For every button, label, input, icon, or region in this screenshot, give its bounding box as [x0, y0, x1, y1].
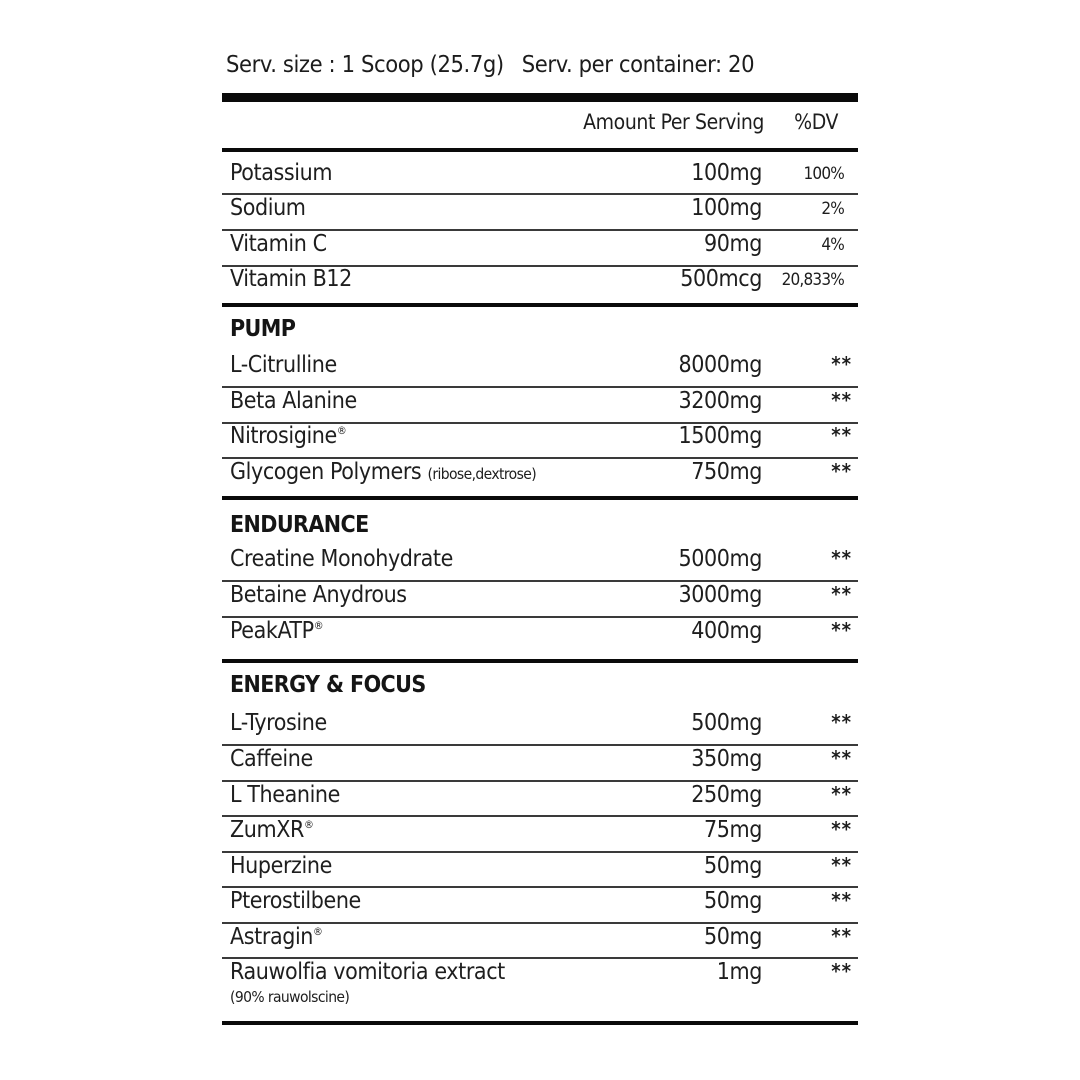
ingredient-name: [230, 618, 323, 644]
serving-size: Serv. size : 1 Scoop (25.7g): [226, 50, 504, 78]
servings-per-container: Serv. per container: 20: [521, 50, 755, 78]
ingredient-name: Betaine Anydrous: [230, 582, 407, 608]
ingredient-row: [222, 352, 858, 386]
ingredient-subtext: (90% rauwolscine): [230, 988, 350, 1006]
amount-per-serving-header: Amount Per Serving: [583, 110, 764, 134]
ingredient-name: Pterostilbene: [230, 888, 361, 914]
nutrient-row: [222, 195, 858, 229]
ingredient-row: [222, 782, 858, 816]
registered-mark: ®: [304, 818, 314, 831]
ingredient-amount: 50mg: [703, 924, 762, 950]
ingredient-name: L Theanine: [230, 782, 340, 808]
supplement-facts-panel: [222, 0, 858, 1080]
ingredient-name-text: Nitrosigine: [230, 423, 337, 449]
ingredient-name-text: Glycogen Polymers: [230, 459, 422, 485]
ingredient-name: Caffeine: [230, 746, 313, 772]
ingredient-name: L-Citrulline: [230, 352, 337, 378]
ingredient-name: [230, 423, 346, 449]
ingredient-dv: **: [831, 888, 852, 912]
ingredient-dv: **: [831, 959, 852, 983]
ingredient-note: (ribose,dextrose): [427, 465, 537, 483]
registered-mark: ®: [313, 925, 323, 938]
nutrient-amount: 500mcg: [680, 266, 762, 292]
ingredient-row: [222, 924, 858, 958]
ingredient-row: [222, 582, 858, 616]
ingredient-dv: **: [831, 618, 852, 642]
nutrient-name: Vitamin C: [230, 231, 327, 257]
ingredient-dv: **: [831, 746, 852, 770]
ingredient-dv: **: [831, 817, 852, 841]
ingredient-amount: 50mg: [703, 888, 762, 914]
ingredient-name: [230, 924, 323, 950]
ingredient-row: [222, 746, 858, 780]
ingredient-dv: **: [831, 546, 852, 570]
ingredient-row: [222, 959, 858, 1015]
registered-mark: ®: [336, 424, 347, 437]
ingredient-row: [222, 618, 858, 652]
ingredient-name-text: PeakATP: [230, 618, 314, 644]
ingredient-amount: 75mg: [703, 817, 762, 843]
ingredient-name: L-Tyrosine: [230, 710, 327, 736]
ingredient-row: [222, 459, 858, 493]
ingredient-row: [222, 888, 858, 922]
nutrient-amount: 100mg: [691, 195, 762, 221]
nutrient-row: [222, 160, 858, 194]
ingredient-name-text: ZumXR: [230, 817, 304, 843]
ingredient-dv: **: [831, 924, 852, 948]
ingredient-amount: 1mg: [716, 959, 762, 985]
nutrient-dv: 4%: [821, 235, 844, 255]
nutrient-dv: 20,833%: [781, 270, 844, 290]
section-rule: [222, 303, 858, 307]
dv-header: %DV: [794, 110, 838, 134]
nutrient-name: Sodium: [230, 195, 306, 221]
ingredient-name: Beta Alanine: [230, 388, 357, 414]
ingredient-dv: **: [831, 352, 852, 376]
serving-info: [226, 50, 754, 78]
ingredient-dv: **: [831, 582, 852, 606]
ingredient-amount: 3200mg: [678, 388, 762, 414]
ingredient-name: [230, 817, 314, 843]
nutrient-dv: 2%: [821, 199, 844, 219]
ingredient-name: Huperzine: [230, 853, 332, 879]
ingredient-amount: 1500mg: [678, 423, 762, 449]
section-title-pump: PUMP: [230, 316, 296, 342]
nutrient-amount: 100mg: [691, 160, 762, 186]
ingredient-amount: 350mg: [691, 746, 762, 772]
ingredient-row: [222, 853, 858, 887]
nutrient-row: [222, 266, 858, 300]
ingredient-dv: **: [831, 710, 852, 734]
ingredient-amount: 8000mg: [678, 352, 762, 378]
ingredient-row: [222, 546, 858, 580]
nutrient-dv: 100%: [803, 164, 844, 184]
registered-mark: ®: [313, 619, 324, 632]
ingredient-name: [230, 459, 536, 485]
section-rule: [222, 659, 858, 663]
ingredient-name-text: Astragin: [230, 924, 314, 950]
ingredient-dv: **: [831, 853, 852, 877]
ingredient-dv: **: [831, 459, 852, 483]
top-thick-rule: [222, 93, 858, 102]
nutrient-amount: 90mg: [703, 231, 762, 257]
ingredient-row: [222, 423, 858, 457]
section-rule: [222, 496, 858, 500]
nutrient-row: [222, 231, 858, 265]
ingredient-name: Rauwolfia vomitoria extract: [230, 959, 505, 985]
ingredient-row: [222, 817, 858, 851]
ingredient-dv: **: [831, 388, 852, 412]
ingredient-amount: 400mg: [691, 618, 762, 644]
ingredient-dv: **: [831, 782, 852, 806]
nutrient-name: Vitamin B12: [230, 266, 352, 292]
ingredient-amount: 5000mg: [678, 546, 762, 572]
ingredient-row: [222, 388, 858, 422]
ingredient-amount: 3000mg: [678, 582, 762, 608]
section-title-energy-focus: ENERGY & FOCUS: [230, 672, 426, 698]
ingredient-name: Creatine Monohydrate: [230, 546, 453, 572]
bottom-rule: [222, 1021, 858, 1025]
header-rule: [222, 148, 858, 152]
ingredient-dv: **: [831, 423, 852, 447]
nutrient-name: Potassium: [230, 160, 333, 186]
ingredient-amount: 750mg: [691, 459, 762, 485]
section-title-endurance: ENDURANCE: [230, 512, 369, 538]
ingredient-amount: 500mg: [691, 710, 762, 736]
ingredient-amount: 50mg: [703, 853, 762, 879]
ingredient-row: [222, 710, 858, 744]
ingredient-amount: 250mg: [691, 782, 762, 808]
